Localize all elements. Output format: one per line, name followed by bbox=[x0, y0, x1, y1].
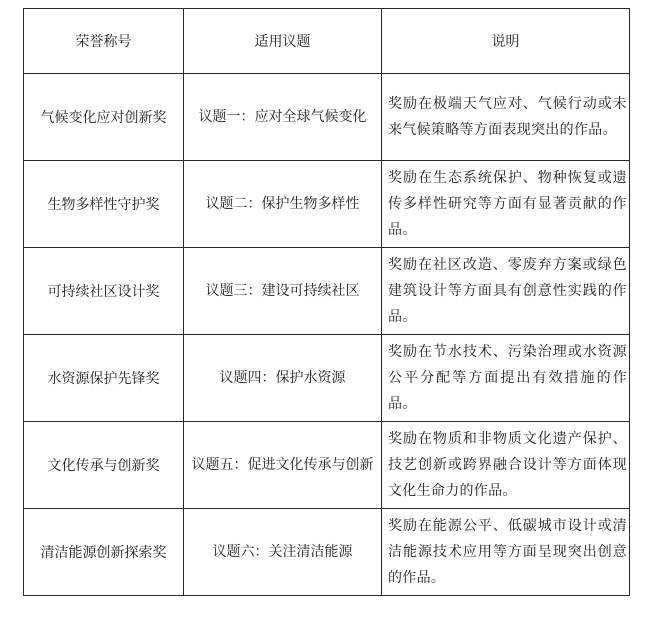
award-description: 奖励在社区改造、零废弃方案或绿色建筑设计等方面具有创意性实践的作品。 bbox=[382, 248, 630, 335]
header-row bbox=[24, 9, 630, 74]
table-row bbox=[24, 161, 630, 248]
table-row bbox=[24, 335, 630, 422]
table-row bbox=[24, 248, 630, 335]
award-topic: 议题六：关注清洁能源 bbox=[184, 509, 382, 596]
award-topic: 议题一：应对全球气候变化 bbox=[184, 74, 382, 161]
award-description: 奖励在节水技术、污染治理或水资源公平分配等方面提出有效措施的作品。 bbox=[382, 335, 630, 422]
header-honor-title: 荣誉称号 bbox=[24, 9, 184, 74]
award-name: 气候变化应对创新奖 bbox=[24, 74, 184, 161]
header-applicable-topic: 适用议题 bbox=[184, 9, 382, 74]
table-row bbox=[24, 509, 630, 596]
award-description: 奖励在物质和非物质文化遗产保护、技艺创新或跨界融合设计等方面体现文化生命力的作品。 bbox=[382, 422, 630, 509]
award-description: 奖励在极端天气应对、气候行动或未来气候策略等方面表现突出的作品。 bbox=[382, 74, 630, 161]
header-description: 说明 bbox=[382, 9, 630, 74]
award-topic: 议题二：保护生物多样性 bbox=[184, 161, 382, 248]
award-topic: 议题三：建设可持续社区 bbox=[184, 248, 382, 335]
award-description: 奖励在能源公平、低碳城市设计或清洁能源技术应用等方面呈现突出创意的作品。 bbox=[382, 509, 630, 596]
award-topic: 议题五：促进文化传承与创新 bbox=[184, 422, 382, 509]
table-header bbox=[24, 9, 630, 74]
table-row bbox=[24, 74, 630, 161]
award-name: 水资源保护先锋奖 bbox=[24, 335, 184, 422]
table-body bbox=[24, 74, 630, 596]
award-name: 清洁能源创新探索奖 bbox=[24, 509, 184, 596]
award-name: 可持续社区设计奖 bbox=[24, 248, 184, 335]
award-description: 奖励在生态系统保护、物种恢复或遗传多样性研究等方面有显著贡献的作品。 bbox=[382, 161, 630, 248]
award-topic: 议题四：保护水资源 bbox=[184, 335, 382, 422]
award-name: 生物多样性守护奖 bbox=[24, 161, 184, 248]
award-name: 文化传承与创新奖 bbox=[24, 422, 184, 509]
table-row bbox=[24, 422, 630, 509]
awards-table bbox=[23, 8, 630, 596]
